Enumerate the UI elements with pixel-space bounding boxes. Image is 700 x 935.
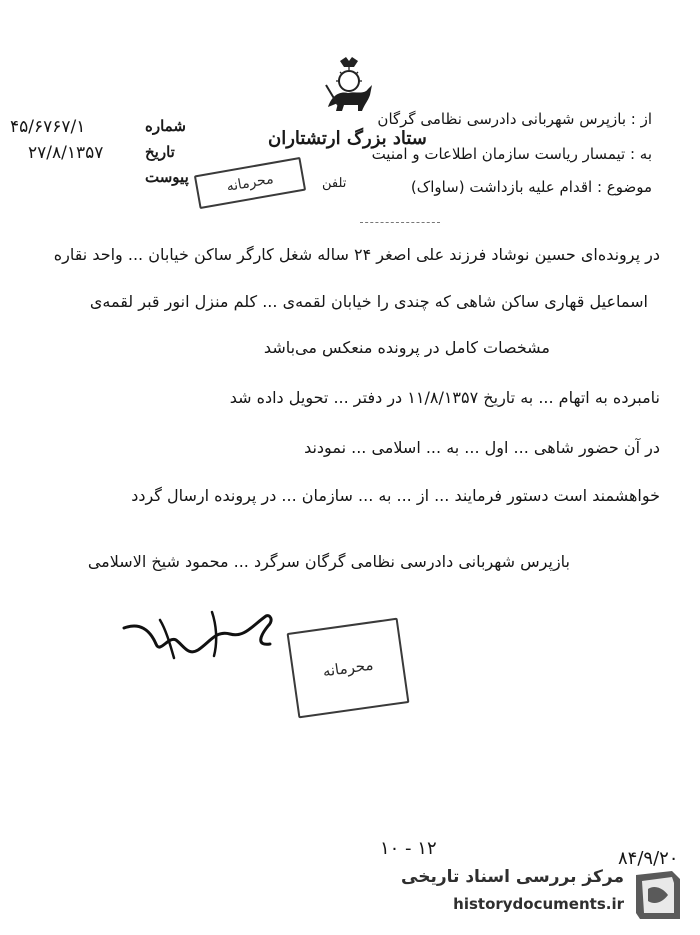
organization-name: ستاد بزرگ ارتشتاران [268, 128, 427, 149]
date-label: تاریخ [145, 143, 175, 161]
corner-note: ۸۴/۹/۲۰ [618, 848, 679, 869]
margin-number: ۱۰ - ۱۲ [380, 838, 437, 859]
confidential-stamp-box: محرمانه [287, 618, 410, 719]
body-line-6: خواهشمند است دستور فرمایند ... از ... به ... سازمان ... در پرونده ارسال گردد [131, 486, 660, 505]
body-line-5: در آن حضور شاهی ... اول ... به ... اسلامی ... نمودند [304, 438, 660, 457]
archive-watermark [398, 861, 688, 927]
from-line: از : بازپرس شهربانی دادرسی نظامی گرگان [377, 110, 652, 128]
letter-date-value: ۲۷/۸/۱۳۵۷ [28, 143, 104, 163]
archive-url: historydocuments.ir [453, 895, 624, 913]
classification-stamp: محرمانه [194, 157, 306, 209]
number-label: شماره [145, 117, 186, 135]
archive-logo-icon [628, 865, 688, 925]
handwritten-signature [120, 600, 280, 670]
closing-signature-text: بازپرس شهربانی دادرسی نظامی گرگان سرگرد ... محمود شیخ الاسلامی [87, 552, 570, 571]
to-line: به : تیمسار ریاست سازمان اطلاعات و امنیت [371, 145, 652, 163]
body-line-4: نامبرده به اتهام ... به تاریخ ۱۱/۸/۱۳۵۷ در دفتر ... تحویل داده شد [229, 388, 660, 407]
separator-dashes [360, 222, 440, 223]
archive-name: مرکز بررسی اسناد تاریخی [401, 867, 624, 887]
body-line-2: اسماعیل قهاری ساکن شاهی که چندی را خیابان لقمه‌ی ... کلم منزل انور قبر لقمه‌ی [89, 292, 648, 311]
body-line-1: در پرونده‌ای حسین نوشاد فرزند علی اصغر ۲۴ ساله شغل کارگر ساکن خیابان ... واحد نقاره [53, 245, 660, 264]
lion-and-sun-emblem-icon [318, 55, 380, 117]
letter-number-value: ۴۵/۶۷۶۷/۱ [10, 117, 86, 137]
attachment-label: پیوست [145, 168, 189, 186]
phone-label: تلفن [322, 176, 347, 191]
subject-line: موضوع : اقدام علیه بازداشت (ساواک) [410, 178, 652, 196]
body-line-3: مشخصات کامل در پرونده منعکس می‌باشد [263, 338, 550, 357]
